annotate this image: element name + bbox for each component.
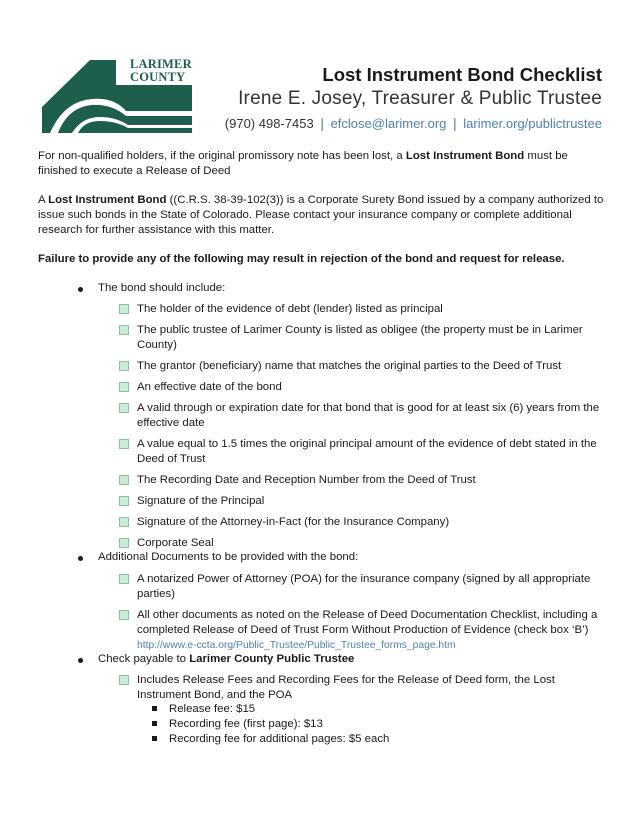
square-bullet-icon: [152, 736, 157, 741]
checklist-text: Includes Release Fees and Recording Fees for the Release of Deed form, the Lost Instrument Bond, and the POA: [137, 674, 555, 701]
bullet-icon: [78, 287, 83, 292]
warning-text: Failure to provide any of the following may result in rejection of the bond and request for release.: [38, 253, 565, 265]
checkbox-icon[interactable]: [119, 574, 129, 584]
intro-paragraph-1: [38, 149, 608, 179]
contact-line: [225, 115, 602, 131]
checklist-text: Signature of the Attorney-in-Fact (for the Insurance Company): [137, 516, 450, 528]
intro-text: must be finished to execute a Release of Deed: [38, 150, 568, 177]
intro-bold: Lost Instrument Bond: [48, 194, 167, 206]
website-link[interactable]: larimer.org/publictrustee: [463, 116, 602, 131]
bullet-text: Additional Documents to be provided with the bond:: [98, 551, 359, 563]
checklist-text: An effective date of the bond: [137, 381, 282, 393]
checkbox-icon[interactable]: [119, 496, 129, 506]
checklist-text: [137, 608, 607, 653]
intro-bold: Lost Instrument Bond: [405, 150, 525, 162]
checklist-text: The public trustee of Larimer County is listed as obligee (the property must be in Larimer County): [137, 324, 583, 351]
checklist-text: Signature of the Principal: [137, 495, 265, 507]
checkbox-icon[interactable]: [119, 304, 129, 314]
logo-wordmark: [130, 58, 192, 83]
phone-number: (970) 498-7453: [224, 116, 314, 131]
checkbox-icon[interactable]: [119, 382, 129, 392]
checkbox-icon[interactable]: [119, 675, 129, 685]
intro-text: For non-qualified holders, if the original promissory note has been lost, a: [38, 150, 406, 162]
checklist-text: A value equal to 1.5 times the original principal amount of the evidence of debt stated in the Deed of Trust: [137, 438, 597, 465]
fee-text: Recording fee (first page): $13: [169, 718, 323, 730]
checklist-text: The Recording Date and Reception Number from the Deed of Trust: [137, 474, 476, 486]
checkbox-icon[interactable]: [119, 475, 129, 485]
checklist-text: All other documents as noted on the Release of Deed Documentation Checklist, including a completed Release of Deed of Trust Form Without Production of Evidence (check box ‘B’): [137, 609, 598, 636]
square-bullet-icon: [152, 706, 157, 711]
checkbox-icon[interactable]: [119, 610, 129, 620]
checkbox-icon[interactable]: [119, 538, 129, 548]
checklist-text: The holder of the evidence of debt (lender) listed as principal: [137, 303, 443, 315]
intro-paragraph-2: [38, 193, 608, 238]
checklist-text: The grantor (beneficiary) name that matches the original parties to the Deed of Trust: [137, 360, 562, 372]
email-link[interactable]: efclose@larimer.org: [330, 116, 447, 131]
bullet-icon: [78, 658, 83, 663]
logo-line-1: LARIMER: [130, 57, 192, 71]
checkbox-icon[interactable]: [119, 361, 129, 371]
bullet-text: [98, 652, 354, 667]
separator: |: [453, 115, 457, 131]
intro-text: ((C.R.S. 38-39-102(3)) is a Corporate Surety Bond issued by a company authorized to issue such bonds in the State of Colorado. Please contact your insurance company or complete additional research for further assistance with this matter.: [38, 194, 604, 236]
bullet-text: The bond should include:: [98, 282, 226, 294]
forms-page-link[interactable]: http://www.e-ccta.org/Public_Trustee/Public_Trustee_forms_page.htm: [137, 640, 456, 651]
bullet-icon: [78, 556, 83, 561]
checkbox-icon[interactable]: [119, 439, 129, 449]
bullet-text-plain: Check payable to: [98, 653, 190, 665]
fee-text: Release fee: $15: [169, 703, 256, 715]
checkbox-icon[interactable]: [119, 403, 129, 413]
checklist-text: A valid through or expiration date for that bond that is good for at least six (6) years from the effective date: [137, 402, 600, 429]
fee-text: Recording fee for additional pages: $5 each: [169, 733, 390, 745]
payee-name: Larimer County Public Trustee: [189, 653, 355, 665]
checklist-text: A notarized Power of Attorney (POA) for the insurance company (signed by all appropriate parties): [137, 573, 591, 600]
intro-text: A: [38, 194, 49, 206]
page-subtitle: Irene E. Josey, Treasurer & Public Trustee: [238, 88, 602, 109]
page-title: Lost Instrument Bond Checklist: [322, 64, 602, 85]
square-bullet-icon: [152, 721, 157, 726]
logo-line-2: COUNTY: [130, 69, 186, 84]
checkbox-icon[interactable]: [119, 517, 129, 527]
checklist-text: Corporate Seal: [137, 537, 214, 549]
checkbox-icon[interactable]: [119, 325, 129, 335]
warning-paragraph: [38, 252, 608, 267]
separator: |: [320, 115, 324, 131]
